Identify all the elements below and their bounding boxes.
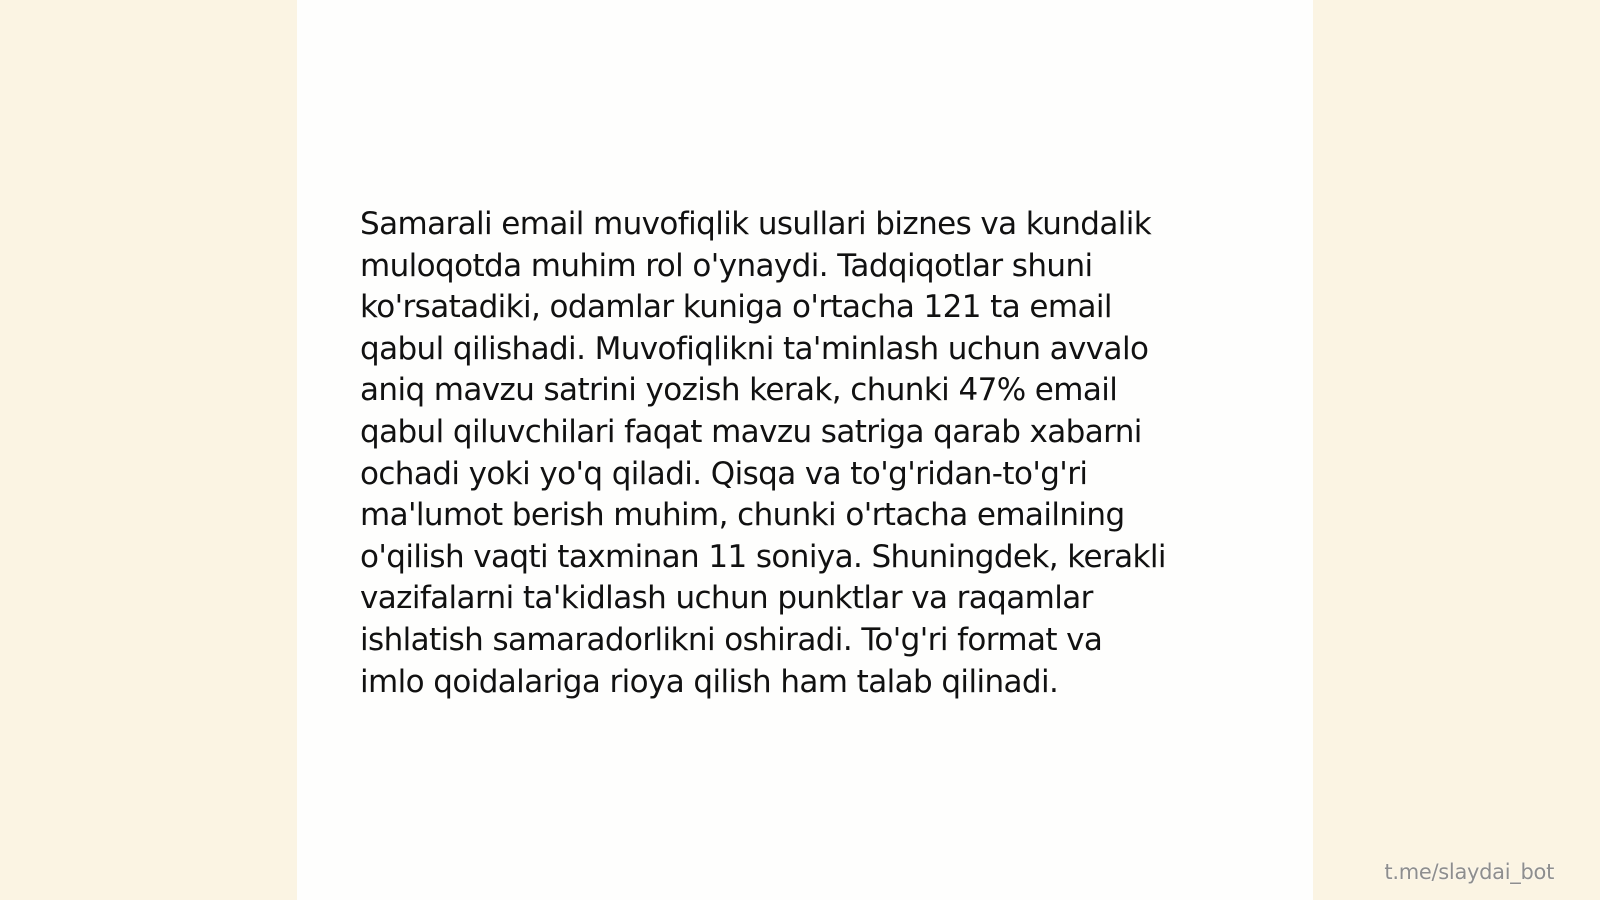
right-margin-background [1313,0,1600,900]
watermark-text: t.me/slaydai_bot [1384,860,1554,884]
slide-body-text: Samarali email muvofiqlik usullari biznes va kundalik muloqotda muhim rol o'ynaydi. Tadqiqotlar shuni ko'rsatadiki, odamlar kuniga o'rtacha 121 ta email qabul qilishadi. Muvofiqlikni ta'minlash uchun avvalo aniq mavzu satrini yozish kerak, chunki 47% email qabul qiluvchilari faqat mavzu satriga qarab xabarni ochadi yoki yo'q qiladi. Qisqa va to'g'ridan-to'g'ri ma'lumot berish muhim, chunki o'rtacha emailning o'qilish vaqti taxminan 11 soniya. Shuningdek, kerakli vazifalarni ta'kidlash uchun punktlar va raqamlar ishlatish samaradorlikni oshiradi. To'g'ri format va imlo qoidalariga rioya qilish ham talab qilinadi. [360,206,1166,700]
left-margin-background [0,0,297,900]
